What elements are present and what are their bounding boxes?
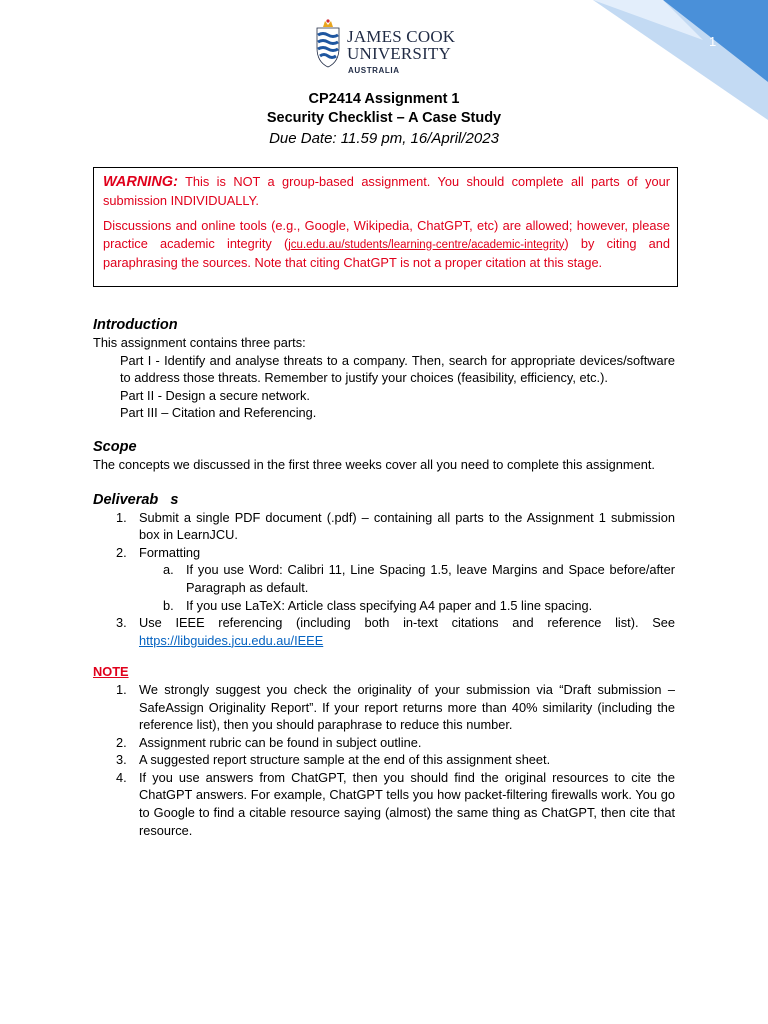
item-text: We strongly suggest you check the originality of your submission via “Draft submission – SafeAssign Originality Report”. If your report returns more than 40% similarity (including the reference list), then you should paraphrase to reduce this number. [139, 681, 675, 733]
item-text: If you use answers from ChatGPT, then you should find the original resources to cite the ChatGPT answers. For example, ChatGPT tells you how packet-filtering firewalls work. You go to Google to find a citable resource saying (almost) the same thing as ChatGPT, then cite that resource. [139, 769, 675, 838]
item-number: 4. [116, 769, 127, 785]
list-item [93, 681, 675, 734]
list-item [93, 769, 675, 839]
warning-text-2b: ) by citing and paraphrasing the sources. Note that citing ChatGPT is not a proper citation at this stage. [103, 235, 671, 270]
warning-box [93, 167, 678, 287]
item-number: 1. [116, 681, 127, 697]
warning-text-2a: Discussions and online tools (e.g., Google, Wikipedia, ChatGPT, etc) are allowed; however, please practice academic integrity ( [103, 218, 670, 251]
list-item [93, 597, 675, 615]
item-text: Formatting [139, 544, 201, 560]
document-subtitle: Security Checklist – A Case Study [266, 110, 502, 126]
list-item [93, 614, 675, 649]
university-logo [313, 14, 458, 76]
introduction-lead: This assignment contains three parts: [93, 335, 306, 350]
shield-icon [313, 18, 343, 68]
part-1-text: Part I - Identify and analyse threats to a company. Then, search for appropriate devices/software to address those threats. Remember to justify your choices (feasibility, efficiency, etc.). [120, 352, 675, 386]
item-number: a. [163, 562, 174, 578]
main-content [93, 316, 675, 839]
note-heading: NOTE [93, 664, 129, 680]
deliverables-list [93, 509, 675, 650]
page-number: 1 [709, 34, 717, 49]
item-text: If you use Word: Calibri 11, Line Spacing 1.5, leave Margins and Space before/after Paragraph as default. [186, 562, 675, 595]
list-item [93, 544, 675, 562]
logo-line-2: UNIVERSITY [347, 44, 451, 63]
note-list [93, 681, 675, 839]
list-item [93, 509, 675, 544]
item-number: 1. [116, 509, 127, 525]
logo-line-1: JAMES COOK [347, 27, 456, 46]
deliverables-heading: Deliverab s [93, 491, 179, 508]
warning-text-1: This is NOT a group-based assignment. You should complete all parts of your submission INDIVIDUALLY. [103, 174, 670, 208]
ieee-guide-link[interactable]: https://libguides.jcu.edu.au/IEEE [139, 632, 324, 648]
item-text: If you use LaTeX: Article class specifying A4 paper and 1.5 line spacing. [186, 597, 593, 613]
item-number: 2. [116, 734, 127, 750]
logo-wordmark [347, 28, 455, 75]
warning-paragraph-1 [103, 173, 670, 209]
academic-integrity-link[interactable]: jcu.edu.au/students/learning-centre/academic-integrity [288, 238, 565, 251]
item-number: b. [163, 597, 174, 613]
item-text: Use IEEE referencing (including both in-text citations and reference list). See [139, 615, 675, 631]
part-2-text: Part II - Design a secure network. [120, 387, 310, 403]
logo-line-3: AUSTRALIA [348, 66, 400, 75]
warning-paragraph-2 [103, 217, 670, 272]
scope-heading: Scope [93, 438, 137, 455]
scope-text: The concepts we discussed in the first three weeks cover all you need to complete this assignment. [93, 456, 655, 472]
list-item [93, 561, 675, 596]
item-number: 3. [116, 615, 127, 631]
warning-label: WARNING: [103, 174, 178, 190]
due-date: Due Date: 11.59 pm, 16/April/2023 [269, 130, 499, 147]
item-text: Submit a single PDF document (.pdf) – containing all parts to the Assignment 1 submission box in LearnJCU. [139, 509, 675, 543]
item-text: Assignment rubric can be found in subject outline. [139, 734, 422, 750]
part-3-text: Part III – Citation and Referencing. [120, 405, 317, 421]
document-title: CP2414 Assignment 1 [308, 91, 460, 107]
item-number: 3. [116, 752, 127, 768]
list-item [93, 734, 675, 752]
title-block [0, 90, 768, 149]
item-number: 2. [116, 544, 127, 560]
introduction-heading: Introduction [93, 317, 178, 333]
list-item [93, 751, 675, 769]
item-text: A suggested report structure sample at the end of this assignment sheet. [139, 752, 551, 768]
